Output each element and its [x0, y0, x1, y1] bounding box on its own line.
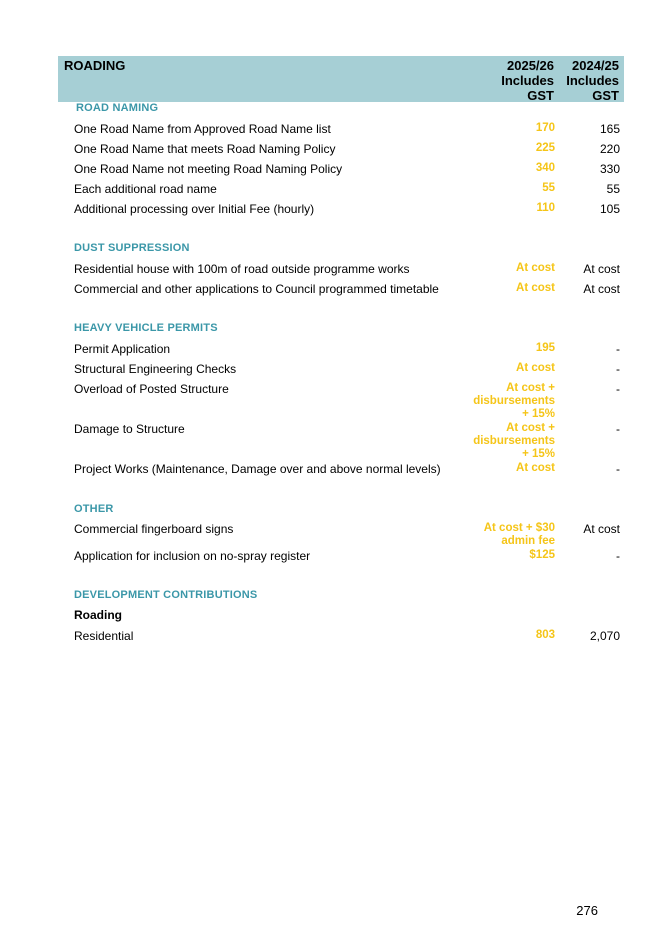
row-description: Overload of Posted Structure	[74, 382, 229, 396]
fee-2025-26: 110	[536, 202, 555, 214]
table-row	[0, 162, 645, 178]
fee-2025-26	[435, 382, 555, 421]
fee-line: + 15%	[522, 408, 555, 420]
column-header-2024-25	[539, 58, 619, 103]
fee-2025-26	[435, 522, 555, 548]
fee-2025-26: At cost	[516, 282, 555, 294]
fee-2024-25: 2,070	[589, 629, 620, 643]
column-header-line: Includes	[566, 73, 619, 88]
fee-2025-26: At cost	[516, 462, 555, 474]
row-description: Commercial fingerboard signs	[74, 522, 234, 536]
row-description: Structural Engineering Checks	[74, 362, 237, 376]
section-title-dust-suppression: DUST SUPPRESSION	[74, 242, 190, 254]
table-title: ROADING	[64, 58, 126, 73]
fee-2024-25: -	[616, 342, 620, 356]
fee-2025-26: At cost	[516, 362, 555, 374]
page-number: 276	[576, 903, 598, 918]
fee-2025-26	[435, 422, 555, 461]
row-description: Residential	[74, 629, 134, 643]
table-row	[0, 362, 645, 378]
table-row	[0, 549, 645, 565]
fee-2024-25: 55	[606, 182, 620, 196]
fee-2024-25: -	[616, 422, 620, 436]
fee-line: admin fee	[501, 535, 555, 547]
fee-2025-26: 225	[535, 142, 555, 154]
fee-2024-25: At cost	[583, 262, 620, 276]
row-description: Additional processing over Initial Fee (hourly)	[74, 202, 315, 216]
fee-line: At cost +	[506, 422, 555, 434]
row-description: Commercial and other applications to Council programmed timetable	[74, 282, 439, 296]
table-row	[0, 262, 645, 278]
section-title-development-contributions: DEVELOPMENT CONTRIBUTIONS	[74, 589, 258, 601]
table-row	[0, 122, 645, 138]
fee-2025-26: 803	[535, 629, 555, 641]
section-title-road-naming: ROAD NAMING	[76, 102, 159, 114]
row-description: Application for inclusion on no-spray register	[74, 549, 311, 563]
column-header-line: GST	[592, 88, 619, 103]
column-header-line: GST	[527, 88, 554, 103]
fee-line: At cost +	[506, 382, 555, 394]
fee-line: disbursements	[473, 435, 555, 447]
fee-2024-25: At cost	[583, 522, 620, 536]
column-header-line: Includes	[501, 73, 554, 88]
fee-2024-25: -	[616, 382, 620, 396]
subheading-roading: Roading	[74, 608, 122, 622]
fee-2025-26: $125	[529, 549, 555, 561]
fee-2024-25: 105	[599, 202, 620, 216]
fee-2025-26: 195	[535, 342, 555, 354]
row-description: Damage to Structure	[74, 422, 185, 436]
fee-line: + 15%	[522, 448, 555, 460]
fee-2024-25: -	[616, 462, 620, 476]
row-description: One Road Name from Approved Road Name list	[74, 122, 331, 136]
row-description: Residential house with 100m of road outside programme works	[74, 262, 410, 276]
fee-2024-25: 330	[599, 162, 620, 176]
fee-line: disbursements	[473, 395, 555, 407]
column-header-line: 2024/25	[572, 58, 619, 73]
table-row	[0, 142, 645, 158]
table-row	[0, 462, 645, 478]
section-title-heavy-vehicle-permits: HEAVY VEHICLE PERMITS	[74, 322, 218, 334]
table-row	[0, 282, 645, 298]
fee-line: At cost + $30	[483, 522, 555, 534]
row-description: Project Works (Maintenance, Damage over and above normal levels)	[74, 462, 441, 476]
fee-2025-26: 170	[535, 122, 555, 134]
fee-2024-25: 165	[599, 122, 620, 136]
fee-2025-26: At cost	[516, 262, 555, 274]
row-description: One Road Name not meeting Road Naming Policy	[74, 162, 343, 176]
table-row	[0, 342, 645, 358]
table-row	[0, 382, 645, 422]
column-header-line: 2025/26	[507, 58, 554, 73]
table-row	[0, 629, 645, 645]
row-description: Permit Application	[74, 342, 171, 356]
table-row	[0, 202, 645, 218]
fee-2024-25: -	[616, 362, 620, 376]
fee-2025-26: 340	[535, 162, 555, 174]
section-title-other: OTHER	[74, 503, 114, 515]
row-description: One Road Name that meets Road Naming Policy	[74, 142, 336, 156]
fee-2024-25: -	[616, 549, 620, 563]
fee-2025-26: 55	[542, 182, 555, 194]
fee-2024-25: 220	[599, 142, 620, 156]
table-row	[0, 522, 645, 550]
row-description: Each additional road name	[74, 182, 217, 196]
table-row	[0, 422, 645, 462]
fee-2024-25: At cost	[583, 282, 620, 296]
table-row	[0, 182, 645, 198]
